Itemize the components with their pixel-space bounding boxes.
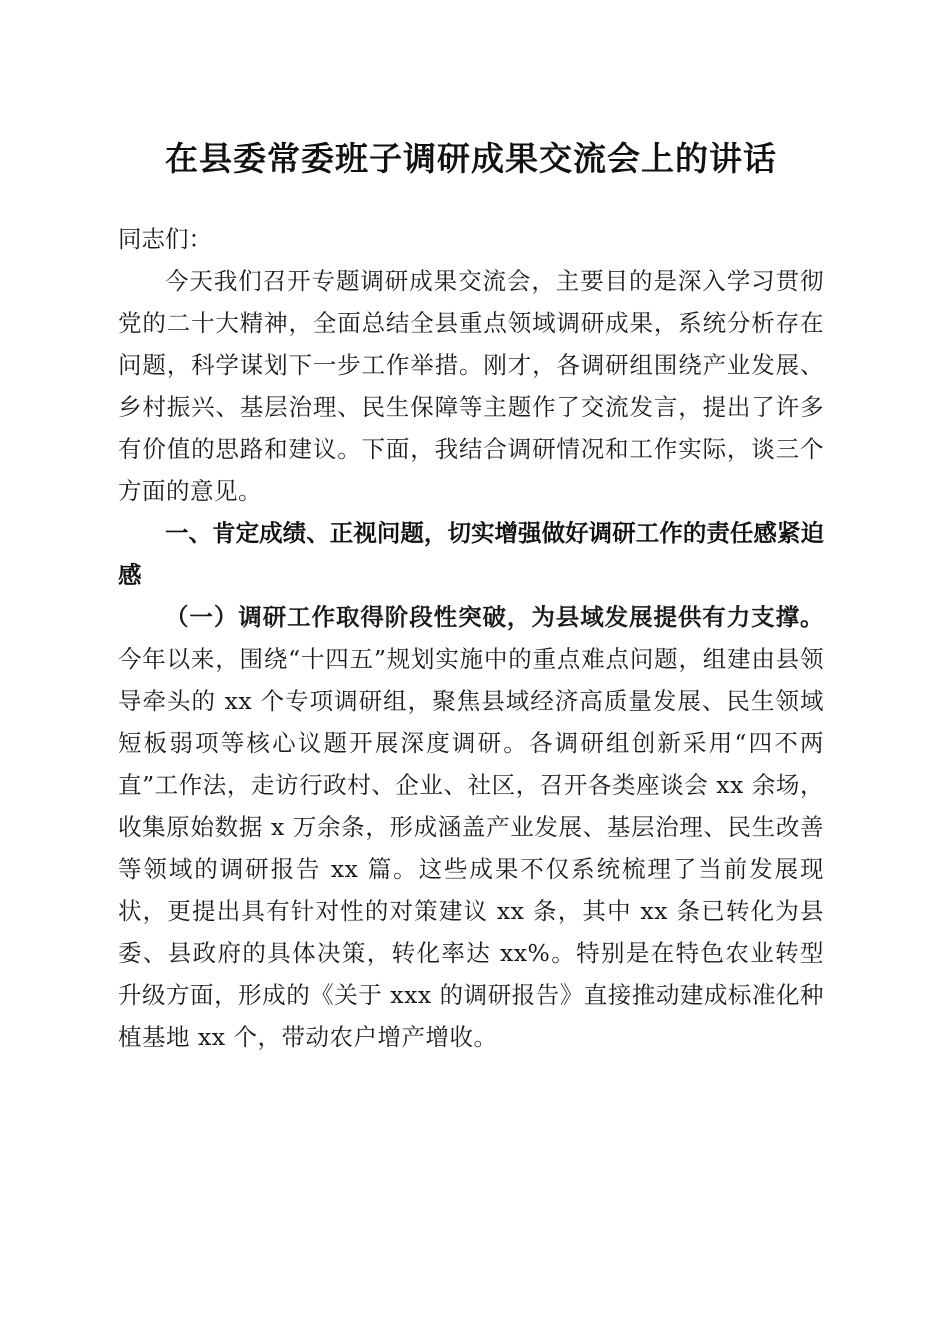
subsection-1-paragraph — [118, 596, 824, 1058]
section-1-heading: 一、肯定成绩、正视问题，切实增强做好调研工作的责任感紧迫感 — [118, 519, 824, 589]
document-title: 在县委常委班子调研成果交流会上的讲话 — [165, 139, 777, 178]
intro-paragraph: 今天我们召开专题调研成果交流会，主要目的是深入学习贯彻党的二十大精神，全面总结全县重点领域调研成果，系统分析存在问题，科学谋划下一步工作举措。刚才，各调研组围绕产业发展、乡村振兴、基层治理、民生保障等主题作了交流发言，提出了许多有价值的思路和建议。下面，我结合调研情况和工作实际，谈三个方面的意见。 — [118, 267, 824, 505]
salutation: 同志们： — [118, 225, 212, 253]
document-page — [118, 130, 824, 1058]
subsection-1-body: 今年以来，围绕“十四五”规划实施中的重点难点问题，组建由县领导牵头的 xx 个专项调研组，聚焦县域经济高质量发展、民生领域短板弱项等核心议题开展深度调研。各调研组创新采用“四不两直”工作法，走访行政村、企业、社区，召开各类座谈会 xx 余场，收集原始数据 x 万余条，形成涵盖产业发展、基层治理、民生改善等领域的调研报告 xx 篇。这些成果不仅系统梳理了当前发展现状，更提出具有针对性的对策建议 xx 条，其中 xx 条已转化为县委、县政府的具体决策，转化率达 xx%。特别是在特色农业转型升级方面，形成的《关于 xxx 的调研报告》直接推动建成标准化种植基地 xx 个，带动农户增产增收。 — [118, 645, 824, 1051]
subsection-1-heading: （一）调研工作取得阶段性突破，为县域发展提供有力支撑。 — [165, 603, 824, 631]
